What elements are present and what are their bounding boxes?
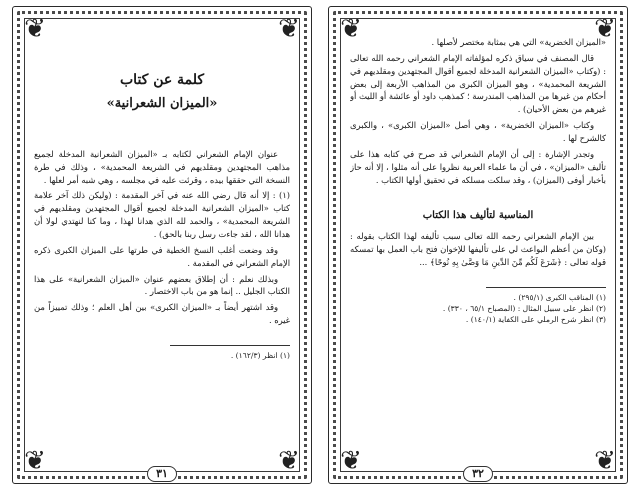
paragraph: بين الإمام الشعراني رحمه الله تعالى سبب تأليفه لهذا الكتاب بقوله : (وكان من أعظم البواعث لي على تأليفها للإخوان فتح باب العمل بها تمسكه قوله تعالى : ﴿شَرَعَ لَكُم مِّنَ الدِّينِ مَا وَصَّىٰ بِهِ نُوحًا﴾ ... <box>350 230 606 267</box>
floral-ornament-icon: ❦ <box>594 446 616 476</box>
paragraph: وقد اشتهر أيضاً بـ «الميزان الكبرى» بين أهل العلم ؛ وذلك تمييزاً من غيره . <box>34 302 290 326</box>
paragraph: وقد وضعت أغلب النسخ الخطية في طرتها على الميزان الكبرى ذكره الإمام الشعراني في المقدمة . <box>34 244 290 268</box>
page-number <box>12 466 312 482</box>
book-name-title: «الميزان الشعرانية» <box>106 95 218 111</box>
floral-ornament-icon: ❦ <box>594 14 616 44</box>
footnote-divider <box>170 345 290 346</box>
footnote-divider <box>486 287 606 288</box>
left-page <box>12 6 312 484</box>
left-page-text <box>34 28 290 456</box>
page-number-label: ٣١ <box>147 466 177 482</box>
section-heading: المناسبة لتأليف هذا الكتاب <box>422 210 534 222</box>
paragraph: وبذلك نعلم : أن إطلاق بعضهم عنوان «الميزان الشعرانية» على هذا الكتاب الجليل .. إنما هو من باب الاختصار . <box>34 273 290 297</box>
footnote: (١) انظر (١٦٢/٣) . <box>230 351 290 360</box>
floral-ornament-icon: ❦ <box>24 446 46 476</box>
paragraph: وتجدر الإشارة : إلى أن الإمام الشعراني قد صرح في كتابه هذا على تأليف «الميزان» ، في أن ما علماء العربية نظروا على أنه مثلوا ، إلا أنه حاز بأخبار أوفى (الميزان) ، وقد سلكت مسلكه في تحقيق أولها الكتاب . <box>350 148 606 185</box>
page-number <box>328 466 628 482</box>
footnote: (٣) انظر شرح الرملي على الكفاية (١٤٠/١) . <box>465 315 606 325</box>
footnote: (١) المناقب الكبرى (٢٩٥/١) . <box>513 292 606 302</box>
footnotes <box>350 292 606 326</box>
right-page-text <box>350 28 606 456</box>
floral-ornament-icon: ❦ <box>278 446 300 476</box>
paragraph: (١) : إلا أنه قال رضي الله عنه في آخر المقدمة : (وليكن ذلك آخر علامة كتاب «الميزان الشعرانية المدخلة لجميع أقوال المجتهدين ومقلديهم في الشريعة المحمدية» ، والحمد لله الذي هدانا لهذا ، وما كنا لنهتدي لولا أن هدانا الله ، لقد جاءت رسل ربنا بالحق) . <box>34 190 290 239</box>
right-page <box>328 6 628 484</box>
paragraph: وكتاب «الميزان الخضرية» ، وهي أصل «الميزان الكبرى» ، والكبرى كالشرح لها . <box>350 120 606 144</box>
floral-ornament-icon: ❦ <box>340 446 362 476</box>
paragraph: «الميزان الخضرية» التي هي بمثابة مختصر لأصلها . <box>431 37 606 47</box>
page-number-label: ٣٢ <box>463 466 493 482</box>
paragraph: قال المصنف في سياق ذكره لمؤلفاته الإمام الشعراني رحمه الله تعالى : (وكتاب «الميزان الشعرانية المدخلة لجميع أقوال المجتهدين ومقلديهم في الشريعة المحمدية» ، وهو الميزان الكبرى من المذاهب الأربعة إلى بعض أحكام من غيرها من المذاهب المندرسة ؛ كمذهب داود أو عائشة أو الليث أو غيرهم من بعض الأحيان) . <box>350 52 606 115</box>
footnote: (٢) انظر على سبيل المثال : (المصباح ٦٥/١ ، ٣٣٠) . <box>442 303 606 313</box>
floral-ornament-icon: ❦ <box>24 14 46 44</box>
floral-ornament-icon: ❦ <box>278 14 300 44</box>
paragraph: عنوان الإمام الشعراني لكتابه بـ «الميزان الشعرانية المدخلة لجميع مذاهب المجتهدين ومقلديهم في الشريعة المحمدية» ، وذلك في طرة النسخة التي حققها بيده ، وقرئت عليه في مجلسه ، وهي شبه أمر لعلها . <box>34 148 290 185</box>
floral-ornament-icon: ❦ <box>340 14 362 44</box>
chapter-title: كلمة عن كتاب <box>120 72 204 88</box>
footnotes <box>34 350 290 361</box>
